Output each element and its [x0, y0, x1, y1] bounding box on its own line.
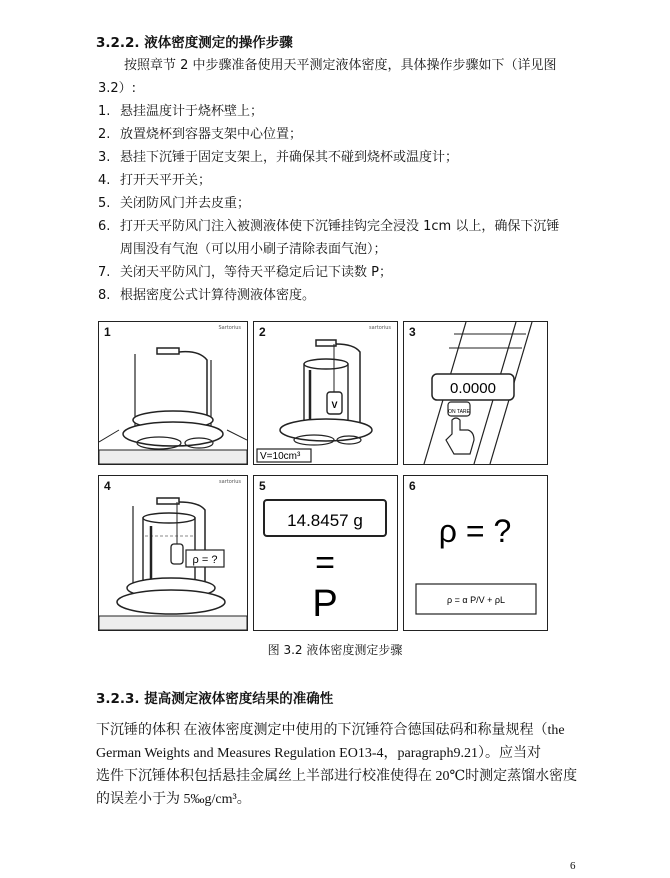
reading-symbol-p: P: [312, 583, 338, 625]
step-7: 7. 关闭天平防风门，等待天平稳定后记下读数 P；: [98, 265, 392, 280]
balance-illustration: [99, 322, 247, 464]
section-title-3-2-2: 3.2.2. 液体密度测定的操作步骤: [96, 35, 293, 51]
accuracy-paragraph: [96, 719, 586, 811]
page-number: 6: [570, 860, 576, 872]
step-4: 4. 打开天平开关；: [98, 173, 212, 188]
reading-illustration: [254, 476, 397, 630]
panel-number: 2: [259, 325, 266, 339]
figure-panel-5: [253, 475, 398, 631]
density-question-bubble: ρ = ?: [192, 554, 218, 566]
paragraph-line-4: 的误差小于为 5‰g/cm³。: [96, 792, 251, 807]
step-8: 8. 根据密度公式计算待测液体密度。: [98, 288, 316, 303]
brand-tag: Sartorius: [218, 325, 241, 331]
figure-panel-1: [98, 321, 248, 465]
tare-button-label: ON TARE: [448, 409, 470, 415]
step-6-continued: 周围没有气泡（可以用小刷子清除表面气泡）；: [120, 242, 387, 257]
sinker-illustration: [254, 322, 397, 464]
brand-tag: sartorius: [369, 325, 391, 331]
density-formula: ρ = α P/V + ρL: [447, 595, 505, 605]
figure-panel-3: [403, 321, 548, 465]
intro-line-1: 按照章节 2 中步骤准备使用天平测定液体密度，具体操作步骤如下（详见图: [124, 58, 557, 73]
step-2: 2. 放置烧杯到容器支架中心位置；: [98, 127, 303, 142]
step-1: 1. 悬挂温度计于烧杯壁上；: [98, 104, 264, 119]
figure-panel-6: [403, 475, 548, 631]
balance-reading: 14.8457 g: [287, 511, 363, 530]
sinker-label: V: [331, 400, 338, 410]
finger-icon: [446, 418, 474, 454]
tare-illustration: [404, 322, 547, 464]
panel-number: 5: [259, 479, 266, 493]
paragraph-line-2: German Weights and Measures Regulation EO13-4，paragraph9.21）。应当对: [96, 746, 541, 761]
volume-label: V=10cm³: [260, 451, 301, 462]
intro-line-2: 3.2）:: [98, 81, 137, 96]
figure-panel-4: [98, 475, 248, 631]
figure-panel-2: [253, 321, 398, 465]
display-reading: 0.0000: [450, 380, 496, 397]
paragraph-line-3: 选件下沉锤体积包括悬挂金属丝上半部进行校准使得在 20℃时测定蒸馏水密度: [96, 769, 578, 784]
density-question: ρ = ?: [438, 513, 512, 549]
brand-tag: sartorius: [219, 479, 241, 485]
panel-number: 4: [104, 479, 111, 493]
equals-sign: =: [315, 544, 335, 582]
immersed-sinker-illustration: [99, 476, 247, 630]
section-title-3-2-3: 3.2.3. 提高测定液体密度结果的准确性: [96, 691, 334, 707]
figure-caption: 图 3.2 液体密度测定步骤: [267, 643, 403, 657]
formula-illustration: [404, 476, 547, 630]
step-3: 3. 悬挂下沉锤于固定支架上，并确保其不碰到烧杯或温度计；: [98, 150, 459, 165]
step-6: 6. 打开天平防风门注入被测液体使下沉锤挂钩完全浸没 1cm 以上，确保下沉锤: [98, 219, 560, 234]
panel-number: 3: [409, 325, 416, 339]
panel-number: 1: [104, 325, 111, 339]
step-5: 5. 关闭防风门并去皮重；: [98, 196, 251, 211]
panel-number: 6: [409, 479, 416, 493]
paragraph-line-1: 下沉锤的体积 在液体密度测定中使用的下沉锤符合德国砝码和称量规程（the: [96, 723, 565, 738]
